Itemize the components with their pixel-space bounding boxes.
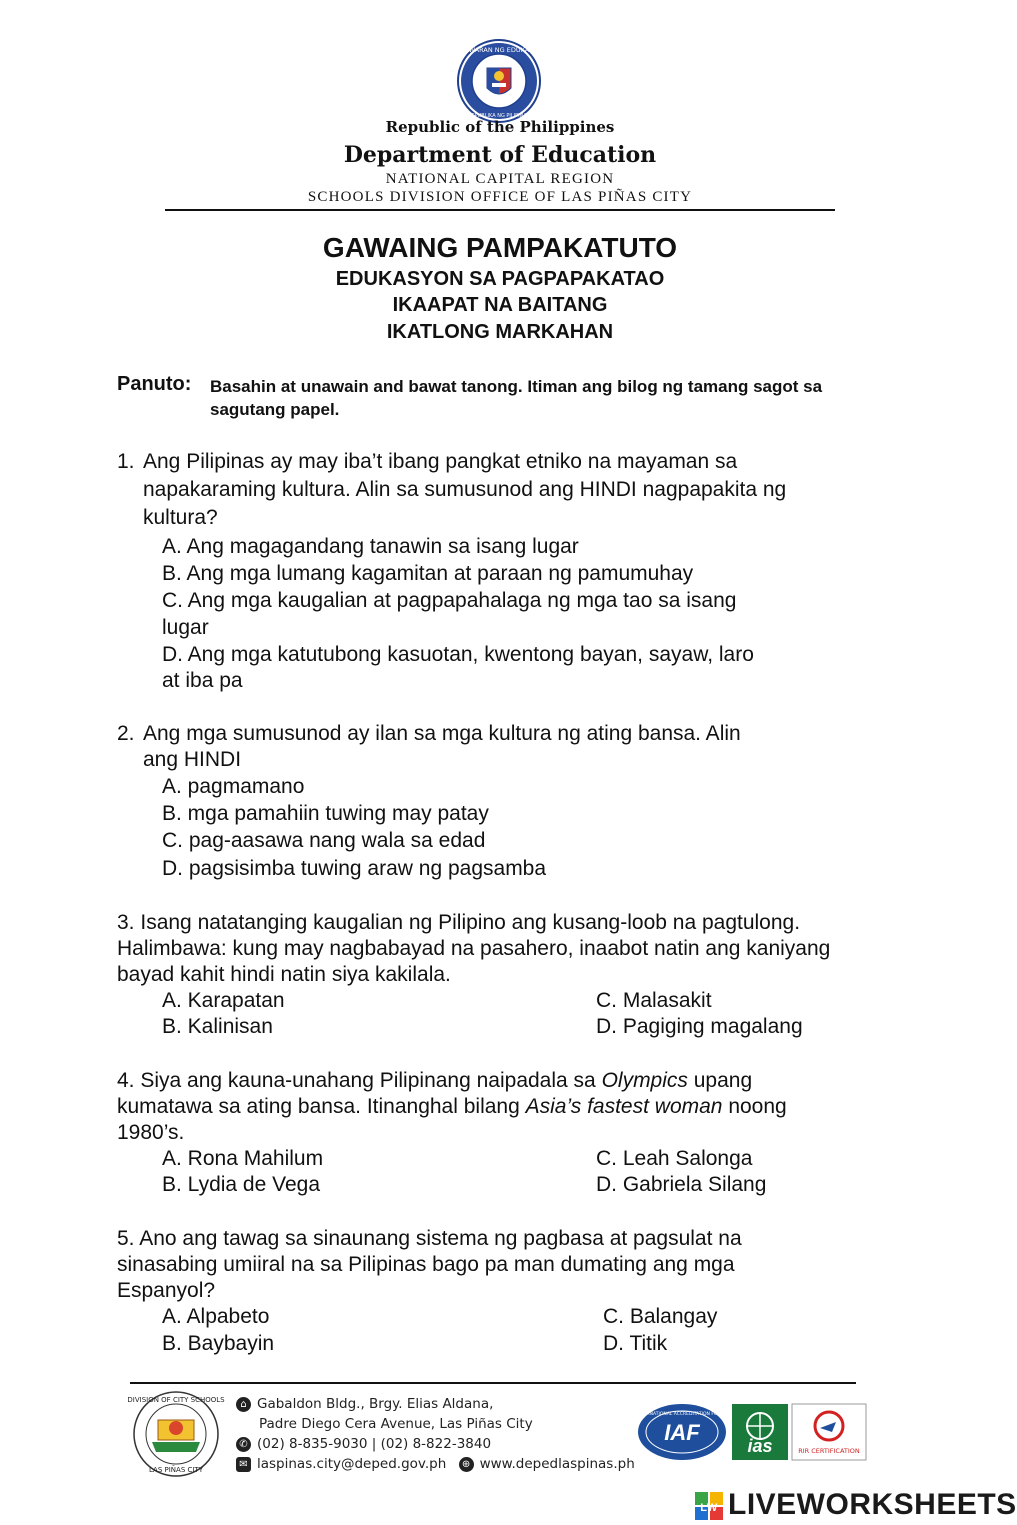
sdo-las-pinas-logo bbox=[127, 1390, 225, 1478]
question-4-option-b[interactable]: B. Lydia de Vega bbox=[162, 1173, 321, 1196]
liveworksheets-watermark[interactable] bbox=[694, 1488, 1017, 1522]
liveworksheets-logo-icon bbox=[694, 1491, 724, 1521]
subject-title: EDUKASYON SA PAGPAPAKATAO bbox=[335, 268, 665, 290]
seal-ring-bottom-text: REPUBLIKA NG PILIPINAS bbox=[468, 113, 530, 119]
phone-text: (02) 8-835-9030 | (02) 8-822-3840 bbox=[257, 1436, 492, 1452]
question-5-option-c[interactable]: C. Balangay bbox=[603, 1305, 718, 1328]
seal-ring-text: KAGAWARAN NG EDUKASYON bbox=[451, 46, 547, 54]
question-1-option-d[interactable]: D. Ang mga katutubong kasuotan, kwentong bayan, sayaw, laro bbox=[162, 643, 754, 666]
question-3-line-1 bbox=[117, 909, 800, 936]
republic-line: Republic of the Philippines bbox=[385, 118, 615, 136]
question-2-line-1: Ang mga sumusunod ay ilan sa mga kultura ng ating bansa. Alin bbox=[143, 722, 741, 745]
footer-phone-line bbox=[236, 1436, 491, 1452]
question-5-text: Ano ang tawag sa sinaunang sistema ng pagbasa at pagsulat na bbox=[139, 1227, 742, 1250]
question-4-line-1 bbox=[117, 1067, 752, 1094]
question-2-option-c[interactable]: C. pag-aasawa nang wala sa edad bbox=[162, 829, 486, 852]
footer-address-line-2: Padre Diego Cera Avenue, Las Piñas City bbox=[259, 1416, 533, 1432]
question-4-text-a: Siya ang kauna-unahang Pilipinang naipadala sa bbox=[140, 1069, 602, 1092]
question-2-option-b[interactable]: B. mga pamahiin tuwing may patay bbox=[162, 802, 489, 825]
question-1-option-c-cont[interactable]: lugar bbox=[162, 616, 209, 639]
question-4-option-a[interactable]: A. Rona Mahilum bbox=[162, 1147, 324, 1170]
question-5-line-2: sinasabing umiiral na sa Pilipinas bago pa man dumating ang mga bbox=[117, 1253, 735, 1276]
question-5-line-1 bbox=[117, 1225, 742, 1252]
question-4-line-2 bbox=[117, 1093, 787, 1120]
question-5-option-a[interactable]: A. Alpabeto bbox=[162, 1305, 270, 1328]
iaf-logo bbox=[636, 1402, 728, 1462]
question-3-option-a[interactable]: A. Karapatan bbox=[162, 989, 285, 1012]
home-icon: ⌂ bbox=[236, 1397, 251, 1412]
question-1-option-d-cont[interactable]: at iba pa bbox=[162, 669, 243, 692]
question-5-number: 5. bbox=[117, 1227, 135, 1250]
question-4-line-3: 1980’s. bbox=[117, 1121, 185, 1144]
lw-logo-letters: LW bbox=[700, 1502, 718, 1515]
footer-contact-line bbox=[236, 1456, 635, 1472]
question-1-option-b[interactable]: B. Ang mga lumang kagamitan at paraan ng pamumuhay bbox=[162, 562, 694, 585]
question-4-option-d[interactable]: D. Gabriela Silang bbox=[596, 1173, 767, 1196]
question-1-number: 1. bbox=[117, 450, 135, 473]
question-2-number: 2. bbox=[117, 722, 135, 745]
question-1-line-3: kultura? bbox=[143, 506, 218, 529]
iaf-label: IAF bbox=[664, 1420, 700, 1445]
question-5-option-b[interactable]: B. Baybayin bbox=[162, 1332, 275, 1355]
sdo-logo-ring-text: DIVISION OF CITY SCHOOLS bbox=[127, 1396, 225, 1404]
email-link[interactable]: laspinas.city@deped.gov.ph bbox=[257, 1456, 447, 1472]
instructions-label: Panuto: bbox=[117, 373, 192, 395]
rir-certification-logo bbox=[792, 1404, 866, 1460]
deped-seal-logo bbox=[451, 38, 547, 124]
email-icon: ✉ bbox=[236, 1457, 251, 1472]
globe-icon: ⊕ bbox=[459, 1457, 474, 1472]
question-4-number: 4. bbox=[117, 1069, 135, 1092]
quarter-title: IKATLONG MARKAHAN bbox=[386, 321, 614, 343]
footer-divider bbox=[130, 1382, 856, 1384]
question-1-option-a[interactable]: A. Ang magagandang tanawin sa isang lugar bbox=[162, 535, 579, 558]
ias-label: ias bbox=[747, 1436, 773, 1456]
footer-address-line-1 bbox=[236, 1396, 493, 1412]
question-4-text-b: upang bbox=[687, 1069, 753, 1092]
liveworksheets-text: LIVEWORKSHEETS bbox=[728, 1488, 1017, 1521]
grade-title: IKAAPAT NA BAITANG bbox=[392, 294, 608, 316]
ias-logo bbox=[732, 1404, 788, 1460]
question-5-option-d[interactable]: D. Titik bbox=[603, 1332, 668, 1355]
rir-label: RIR CERTIFICATION bbox=[798, 1447, 860, 1455]
address-1-text: Gabaldon Bldg., Brgy. Elias Aldana, bbox=[257, 1396, 494, 1412]
phone-icon: ✆ bbox=[236, 1437, 251, 1452]
division-line: SCHOOLS DIVISION OFFICE OF LAS PIÑAS CITY bbox=[307, 189, 693, 205]
question-1-line-1: Ang Pilipinas ay may iba’t ibang pangkat etniko na mayaman sa bbox=[143, 450, 738, 473]
question-4-option-c[interactable]: C. Leah Salonga bbox=[596, 1147, 753, 1170]
question-3-option-d[interactable]: D. Pagiging magalang bbox=[596, 1015, 803, 1038]
question-3-line-3: bayad kahit hindi natin siya kakilala. bbox=[117, 963, 451, 986]
page-title: GAWAING PAMPAKATUTO bbox=[322, 232, 678, 263]
question-3-option-c[interactable]: C. Malasakit bbox=[596, 989, 712, 1012]
question-1-option-c[interactable]: C. Ang mga kaugalian at pagpapahalaga ng mga tao sa isang bbox=[162, 589, 737, 612]
header-divider bbox=[165, 209, 835, 211]
sdo-logo-bottom-text: LAS PIÑAS CITY bbox=[148, 1466, 204, 1474]
question-2-option-d[interactable]: D. pagsisimba tuwing araw ng pagsamba bbox=[162, 857, 547, 880]
instructions-text: Basahin at unawain and bawat tanong. Itiman ang bilog ng tamang sagot sa sagutang papel. bbox=[210, 377, 823, 419]
question-4-text-c: kumatawa sa ating bansa. Itinanghal bilang bbox=[117, 1095, 526, 1118]
question-4-italic-fastest: Asia’s fastest woman bbox=[525, 1095, 723, 1118]
question-3-option-b[interactable]: B. Kalinisan bbox=[162, 1015, 273, 1038]
website-link[interactable]: www.depedlaspinas.ph bbox=[479, 1456, 635, 1472]
department-line: Department of Education bbox=[343, 142, 657, 168]
question-3-number: 3. bbox=[117, 911, 135, 934]
question-3-text: Isang natatanging kaugalian ng Pilipino ang kusang-loob na pagtulong. bbox=[140, 911, 801, 934]
question-3-line-2: Halimbawa: kung may nagbabayad na pasahero, inaabot natin ang kaniyang bbox=[117, 937, 831, 960]
question-2-line-2: ang HINDI bbox=[143, 748, 242, 771]
question-2-option-a[interactable]: A. pagmamano bbox=[162, 775, 305, 798]
question-4-text-d: noong bbox=[722, 1095, 787, 1118]
question-5-line-3: Espanyol? bbox=[117, 1279, 216, 1302]
region-line: NATIONAL CAPITAL REGION bbox=[385, 171, 615, 187]
iaf-ring-text: INTERNATIONAL ACCREDITATION FORUM bbox=[636, 1412, 728, 1417]
question-1-line-2: napakaraming kultura. Alin sa sumusunod ang HINDI nagpapakita ng bbox=[143, 478, 787, 501]
question-4-italic-olympics: Olympics bbox=[601, 1069, 688, 1092]
